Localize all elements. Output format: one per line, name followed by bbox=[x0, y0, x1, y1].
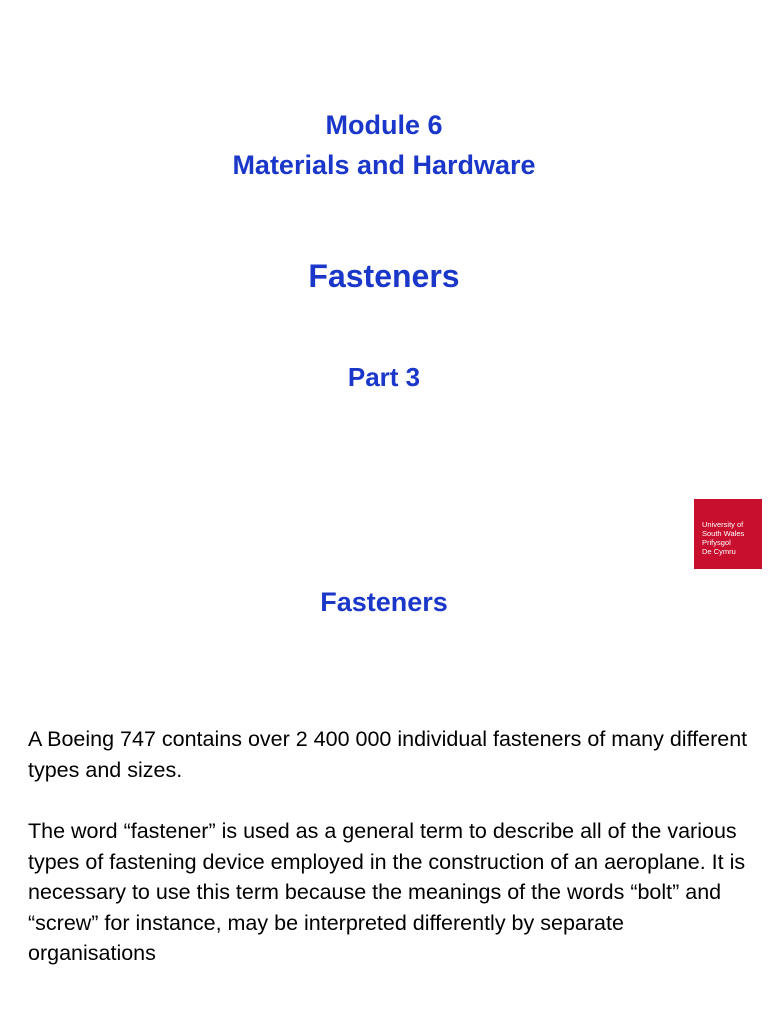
module-subject-title: Materials and Hardware bbox=[232, 150, 536, 180]
body-paragraph-2: The word “fastener” is used as a general term to describe all of the various types of fastening device employed in the construction of an aeroplane. It is necessary to use this term because the meanings of the words “bolt” and “screw” for instance, may be interpreted differently by separate organisations bbox=[28, 819, 746, 965]
university-logo bbox=[694, 499, 762, 569]
logo-line-2: South Wales bbox=[702, 529, 745, 538]
section-title: Fasteners bbox=[320, 587, 448, 617]
logo-line-1: University of bbox=[702, 520, 744, 529]
topic-title: Fasteners bbox=[308, 258, 460, 294]
logo-line-3: Prifysgol bbox=[702, 538, 731, 547]
module-title: Module 6 bbox=[325, 110, 443, 140]
body-paragraph-1: A Boeing 747 contains over 2 400 000 individual fasteners of many different types and sizes. bbox=[28, 727, 748, 782]
part-title: Part 3 bbox=[347, 362, 421, 392]
logo-line-4: De Cymru bbox=[702, 547, 736, 556]
